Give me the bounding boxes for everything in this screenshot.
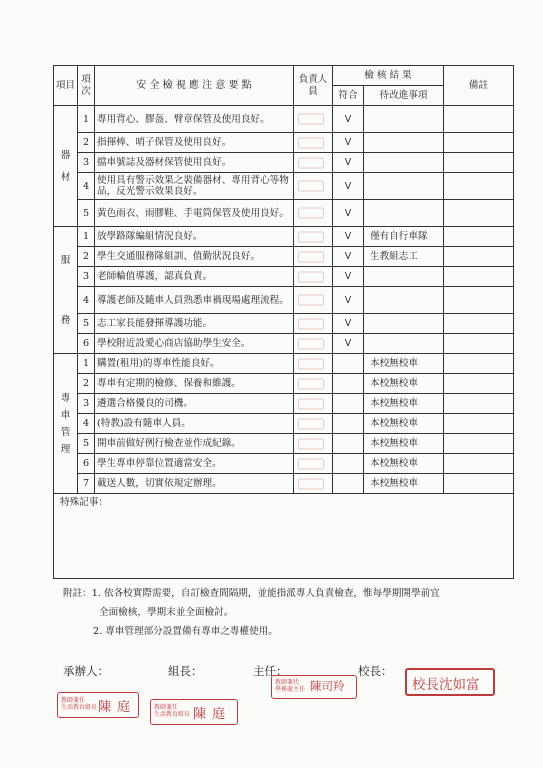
footnote-1: 1. 依各校實際需要，自訂檢查間隔期，並能指派專人負責檢查，惟每學期開學前宜 [91,588,440,599]
item-number: 6 [78,334,95,354]
compliance-mark: V [333,133,364,153]
section-label: 器 材 [54,106,78,227]
compliance-mark: V [333,314,364,334]
remark-cell [444,474,514,494]
header-todo: 待改進事項 [364,86,444,106]
item-description: 指揮棒、哨子保管及使用良好。 [95,133,294,153]
owner-seal-mark [298,418,324,429]
remark-cell [444,414,514,434]
checklist-row [54,474,514,494]
checklist-row [54,133,514,153]
compliance-mark: V [333,287,364,314]
item-description: 專用背心、膠盔、臂章保管及使用良好。 [95,106,294,133]
owner-seal [294,354,333,374]
remark-cell [444,334,514,354]
checklist-row [54,267,514,287]
checklist-row [54,153,514,173]
item-description: 遴選合格優良的司機。 [95,394,294,414]
owner-seal [294,394,333,414]
compliance-mark [333,454,364,474]
handler-seal: 教師兼任 生活教育組長 陳 庭 [57,692,139,718]
checklist-row [54,200,514,227]
improvement-note: 本校無校車 [364,454,444,474]
remark-cell [444,354,514,374]
signature-director: 主任： [253,664,288,678]
item-number: 1 [78,106,95,133]
owner-seal [294,287,333,314]
compliance-mark [333,474,364,494]
improvement-note: 本校無校車 [364,394,444,414]
owner-seal [294,173,333,200]
item-number: 5 [78,434,95,454]
checklist-row [54,173,514,200]
owner-seal [294,314,333,334]
item-number: 1 [78,227,95,247]
improvement-note [364,334,444,354]
header-remark: 備註 [444,66,514,106]
item-description: 志工家長能發揮導護功能。 [95,314,294,334]
compliance-mark [333,354,364,374]
improvement-note [364,106,444,133]
remark-cell [444,434,514,454]
owner-seal-mark [298,181,324,192]
header-ok: 符合 [333,86,364,106]
item-number: 4 [78,414,95,434]
improvement-note: 本校無校車 [364,354,444,374]
checklist-row [54,414,514,434]
special-notes-label: 特殊記事： [60,497,108,508]
signature-principal: 校長： [358,664,393,678]
owner-seal-mark [298,378,324,389]
owner-seal [294,106,333,133]
signature-handler: 承辦人： [63,664,109,678]
checklist-row [54,434,514,454]
footnote-1-cont: 全面檢核，學期末並全面檢討。 [99,607,234,618]
owner-seal [294,454,333,474]
header-result: 檢 核 結 果 [333,66,444,86]
owner-seal [294,133,333,153]
improvement-note: 本校無校車 [364,434,444,454]
owner-seal [294,474,333,494]
footnotes [63,584,523,641]
owner-seal-mark [298,338,324,349]
header-num: 項次 [78,66,95,106]
owner-seal [294,374,333,394]
principal-seal: 校長沈如富 [405,668,495,696]
remark-cell [444,267,514,287]
item-description: 開車前做好例行檢查並作成紀錄。 [95,434,294,454]
item-description: (特教)設有隨車人員。 [95,414,294,434]
improvement-note: 本校無校車 [364,474,444,494]
owner-seal-mark [298,295,324,306]
compliance-mark: V [333,173,364,200]
owner-seal-mark [298,318,324,329]
remark-cell [444,200,514,227]
remark-cell [444,454,514,474]
owner-seal-mark [298,478,324,489]
checklist-row [54,394,514,414]
improvement-note: 僅有自行車隊 [364,227,444,247]
improvement-note: 本校無校車 [364,414,444,434]
checklist-row [54,314,514,334]
remark-cell [444,287,514,314]
section-label: 服 務 [54,227,78,354]
compliance-mark [333,414,364,434]
owner-seal [294,414,333,434]
item-number: 1 [78,354,95,374]
owner-seal-mark [298,458,324,469]
owner-seal-mark [298,231,324,242]
checklist-row [54,287,514,314]
header-item: 項目 [54,66,78,106]
owner-seal [294,200,333,227]
item-number: 2 [78,247,95,267]
checklist-row [54,354,514,374]
remark-cell [444,314,514,334]
safety-checklist-table [53,65,514,579]
owner-seal-mark [298,251,324,262]
section-label: 專 車 管 理 [54,354,78,494]
compliance-mark [333,434,364,454]
checklist-row [54,334,514,354]
item-number: 6 [78,454,95,474]
item-number: 2 [78,133,95,153]
compliance-mark: V [333,200,364,227]
owner-seal [294,267,333,287]
signature-leader: 組長： [168,664,203,678]
item-number: 4 [78,287,95,314]
item-description: 老師輪值導護，認真負責。 [95,267,294,287]
owner-seal-mark [298,114,324,125]
remark-cell [444,153,514,173]
item-description: 學生專車停靠位置適當安全。 [95,454,294,474]
remark-cell [444,374,514,394]
compliance-mark: V [333,267,364,287]
improvement-note [364,173,444,200]
improvement-note: 本校無校車 [364,374,444,394]
item-number: 5 [78,314,95,334]
owner-seal-mark [298,398,324,409]
remark-cell [444,227,514,247]
item-number: 5 [78,200,95,227]
item-description: 導護老師及隨車人員熟悉車禍現場處理流程。 [95,287,294,314]
owner-seal-mark [298,271,324,282]
improvement-note [364,133,444,153]
compliance-mark [333,374,364,394]
special-notes-box [54,494,514,579]
owner-seal-mark [298,208,324,219]
item-description: 放學路隊編組情況良好。 [95,227,294,247]
owner-seal [294,227,333,247]
improvement-note: 生教組志工 [364,247,444,267]
owner-seal [294,153,333,173]
item-number: 7 [78,474,95,494]
header-points: 安 全 檢 視 應 注 意 要 點 [95,66,294,106]
remark-cell [444,133,514,153]
leader-seal: 教師兼任 生活教育組長 陳 庭 [150,699,238,725]
improvement-note [364,314,444,334]
owner-seal [294,247,333,267]
item-description: 黃色雨衣、雨膠鞋、手電筒保管及使用良好。 [95,200,294,227]
improvement-note [364,200,444,227]
item-number: 3 [78,153,95,173]
item-description: 擋車號誌及器材保管使用良好。 [95,153,294,173]
compliance-mark [333,394,364,414]
compliance-mark: V [333,334,364,354]
item-description: 專車有定期的檢修、保養和維護。 [95,374,294,394]
checklist-row [54,247,514,267]
owner-seal-mark [298,137,324,148]
item-number: 4 [78,173,95,200]
item-number: 2 [78,374,95,394]
owner-seal [294,434,333,454]
owner-seal-mark [298,157,324,168]
owner-seal-mark [298,438,324,449]
checklist-row [54,106,514,133]
item-description: 學校附近設愛心商店協助學生安全。 [95,334,294,354]
footnote-label: 附註： [63,588,92,599]
remark-cell [444,173,514,200]
director-seal: 教師兼代 學務處主任 陳司羚 [271,675,357,699]
checklist-row [54,374,514,394]
improvement-note [364,267,444,287]
compliance-mark: V [333,153,364,173]
remark-cell [444,247,514,267]
item-description: 使用具有警示效果之裝備器材、專用背心等物品，反光警示效果良好。 [95,173,294,200]
compliance-mark: V [333,106,364,133]
item-number: 3 [78,267,95,287]
improvement-note [364,287,444,314]
item-number: 3 [78,394,95,414]
remark-cell [444,106,514,133]
checklist-row [54,454,514,474]
header-owner: 負責人員 [294,66,333,106]
item-description: 載送人數，切實依規定辦理。 [95,474,294,494]
improvement-note [364,153,444,173]
owner-seal-mark [298,358,324,369]
footnote-2: 2. 專車管理部分設置備有專車之專權使用。 [93,626,278,637]
remark-cell [444,394,514,414]
item-description: 購置(租用)的專車性能良好。 [95,354,294,374]
compliance-mark: V [333,247,364,267]
checklist-row [54,227,514,247]
compliance-mark: V [333,227,364,247]
item-description: 學生交通服務隊組訓、值勤狀況良好。 [95,247,294,267]
owner-seal [294,334,333,354]
